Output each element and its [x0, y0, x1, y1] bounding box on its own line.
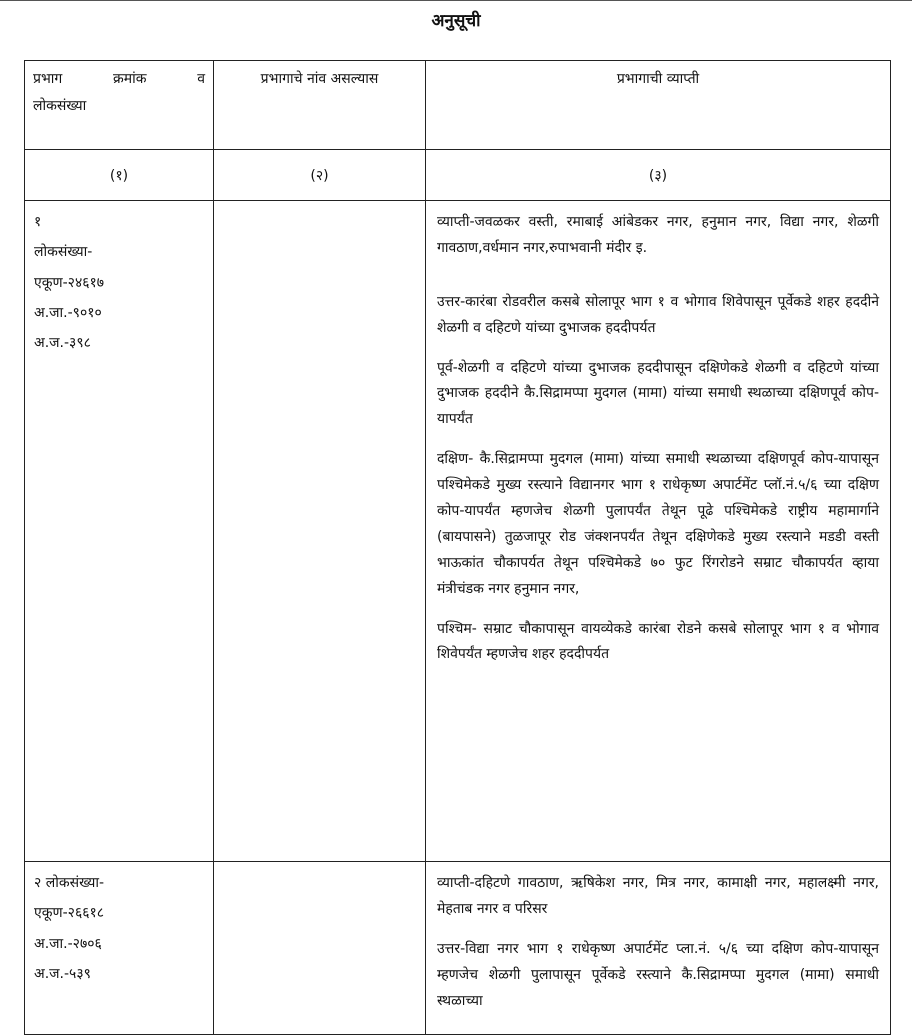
ward-info-cell	[25, 862, 214, 1035]
column-number-row	[25, 150, 891, 201]
ward-name-cell	[214, 862, 426, 1035]
extent-paragraph: दक्षिण- कै.सिद्रामप्पा मुदगल (मामा) यांच्या समाधी स्थळाच्या दक्षिणपूर्व कोप-यापासून पश्चिमेकडे मुख्य रस्त्याने विद्यानगर भाग १ राधेकृष्ण अपार्टमेंट प्लॉ.नं.५/६ च्या दक्षिण कोप-यापर्यंत म्हणजेच शेळगी पुलापर्यंत तेथून पूढे पश्चिमेकडे राष्ट्रीय महामार्गाने (बायपासने) तुळजापूर रोड जंक्शनपर्यंत तेथून दक्षिणेकडे मुख्य रस्त्याने मडडी वस्ती भाऊकांत चौकापर्यत तेथून पश्चिमेकडे ७० फुट रिंगरोडने सम्राट चौकापर्यत व्हाया मंत्रीचंडक नगर हनुमान नगर,	[437, 451, 879, 597]
header-ward-number-population	[25, 61, 214, 150]
extent-paragraph: उत्तर-कारंबा रोडवरील कसबे सोलापूर भाग १ व भोगाव शिवेपासून पूर्वेकडे शहर हददीने शेळगी व दहिटणे यांच्या दुभाजक हददीपर्यत	[437, 293, 879, 336]
ward-name-cell	[214, 201, 426, 862]
ward-line: १	[34, 214, 42, 230]
table-header-row	[25, 61, 891, 150]
column-number: (२)	[214, 150, 426, 201]
ward-extent-cell	[426, 862, 891, 1035]
ward-info-cell	[25, 201, 214, 862]
ward-line: २ लोकसंख्या-	[34, 875, 105, 891]
table-row	[25, 201, 891, 862]
column-number: (१)	[25, 150, 214, 201]
header-word: प्रभाग	[33, 71, 63, 87]
header-ward-extent: प्रभागाची व्याप्ती	[426, 61, 891, 150]
schedule-table	[24, 60, 891, 1035]
ward-line: अ.ज.-५३९	[34, 965, 91, 982]
top-rule	[0, 0, 912, 1]
ward-extent-cell	[426, 201, 891, 862]
ward-line: एकूण-२६६१८	[34, 905, 105, 922]
page-title: अनुसूची	[431, 11, 481, 31]
extent-paragraph: उत्तर-विद्या नगर भाग १ राधेकृष्ण अपार्टमेंट प्ला.नं. ५/६ च्या दक्षिण कोप-यापासून म्हणजेच शेळगी पुलापासून पूर्वेकडे रस्त्याने कै.सिद्रामप्पा मुदगल (मामा) समाधी स्थळाच्या	[437, 940, 879, 1009]
header-ward-name: प्रभागाचे नांव असल्यास	[214, 61, 426, 150]
header-word: क्रमांक	[113, 71, 147, 87]
ward-line: अ.ज.-३९८	[34, 335, 91, 352]
ward-line: अ.जा.-९०१०	[34, 304, 102, 321]
extent-paragraph: पश्चिम- सम्राट चौकापासून वायव्येकडे कारंबा रोडने कसबे सोलापूर भाग १ व भोगाव शिवेपर्यंत म्हणजेच शहर हददीपर्यत	[437, 620, 879, 663]
header-word: लोकसंख्या	[33, 98, 87, 114]
extent-paragraph: व्याप्ती-दहिटणे गावठाण, ऋषिकेश नगर, मित्र नगर, कामाक्षी नगर, महालक्ष्मी नगर, मेहताब नगर व परिसर	[437, 875, 879, 917]
table-row	[25, 862, 891, 1035]
column-number: (३)	[426, 150, 891, 201]
extent-paragraph: व्याप्ती-जवळकर वस्ती, रमाबाई आंबेडकर नगर, हनुमान नगर, विद्या नगर, शेळगी गावठाण,वर्धमान नगर,रुपाभवानी मंदीर इ.	[437, 214, 879, 256]
extent-paragraph: पूर्व-शेळगी व दहिटणे यांच्या दुभाजक हददीपासून दक्षिणेकडे शेळगी व दहिटणे यांच्या दुभाजक हददीने कै.सिद्रामप्पा मुदगल (मामा) यांच्या समाधी स्थळाच्या दक्षिणपूर्व कोप-यापर्यंत	[437, 359, 879, 428]
ward-line: एकूण-२४६१७	[34, 274, 105, 291]
ward-line: लोकसंख्या-	[34, 244, 93, 261]
header-word: व	[197, 71, 205, 87]
ward-line: अ.जा.-२७०६	[34, 935, 102, 952]
